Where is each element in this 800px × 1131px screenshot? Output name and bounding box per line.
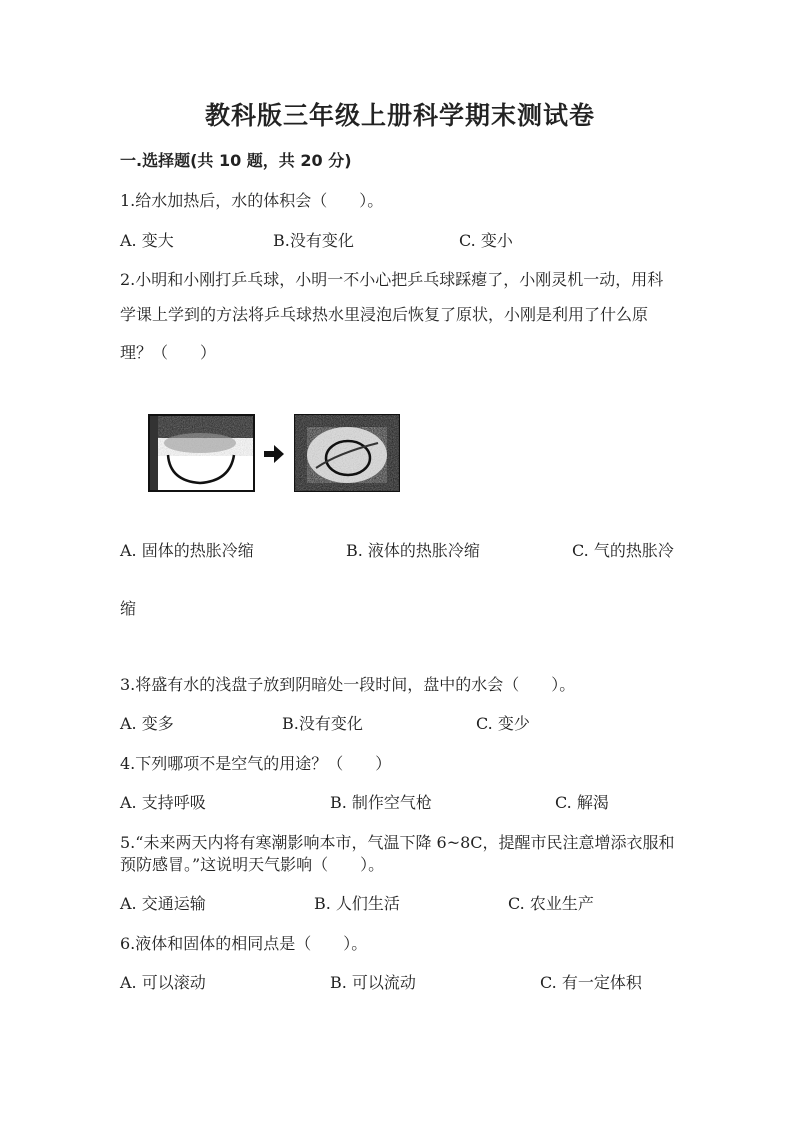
arrow-right-icon: [264, 445, 284, 463]
q1-option-a: A. 变大: [120, 231, 174, 250]
q3-option-c: C. 变少: [476, 714, 530, 733]
q5-option-c: C. 农业生产: [508, 894, 594, 913]
q5-option-b: B. 人们生活: [314, 894, 400, 913]
question-5-line-1: 5.“未来两天内将有寒潮影响本市，气温下降 6~8C，提醒市民注意增添衣服和: [120, 833, 675, 852]
q4-option-a: A. 支持呼吸: [120, 793, 206, 812]
restored-ball-image: [295, 415, 399, 491]
q1-option-c: C. 变小: [459, 231, 513, 250]
q2-option-a: A. 固体的热胀冷缩: [120, 541, 254, 560]
q6-option-c: C. 有一定体积: [540, 973, 642, 992]
question-5-line-2: 预防感冒。”这说明天气影响（ ）。: [120, 855, 385, 874]
q5-option-a: A. 交通运输: [120, 894, 206, 913]
question-2-line-2: 学课上学到的方法将乒乓球热水里浸泡后恢复了原状，小刚是利用了什么原: [120, 305, 649, 324]
question-2-line-3: 理？（ ）: [120, 343, 217, 362]
q3-option-a: A. 变多: [120, 714, 174, 733]
question-6: 6.液体和固体的相同点是（ ）。: [120, 934, 368, 953]
q2-option-b: B. 液体的热胀冷缩: [346, 541, 480, 560]
section-heading: 一.选择题(共 10 题，共 20 分): [120, 151, 352, 170]
q6-option-b: B. 可以流动: [330, 973, 416, 992]
q4-option-b: B. 制作空气枪: [330, 793, 432, 812]
q2-option-c-wrap: 缩: [120, 599, 137, 618]
question-3: 3.将盛有水的浅盘子放到阴暗处一段时间，盘中的水会（ ）。: [120, 675, 576, 694]
page-title: 教科版三年级上册科学期末测试卷: [204, 101, 595, 130]
question-1: 1.给水加热后，水的体积会（ ）。: [120, 191, 384, 210]
q1-option-b: B.没有变化: [273, 231, 354, 250]
dented-ball-image: [149, 415, 254, 491]
q3-option-b: B.没有变化: [282, 714, 363, 733]
q4-option-c: C. 解渴: [555, 793, 609, 812]
ping-pong-ball-figure: [148, 413, 410, 493]
q2-option-c: C. 气的热胀冷: [572, 541, 674, 560]
question-2-line-1: 2.小明和小刚打乒乓球，小明一不小心把乒乓球踩瘪了，小刚灵机一动，用科: [120, 270, 664, 289]
question-4: 4.下列哪项不是空气的用途？（ ）: [120, 754, 392, 773]
q6-option-a: A. 可以滚动: [120, 973, 206, 992]
